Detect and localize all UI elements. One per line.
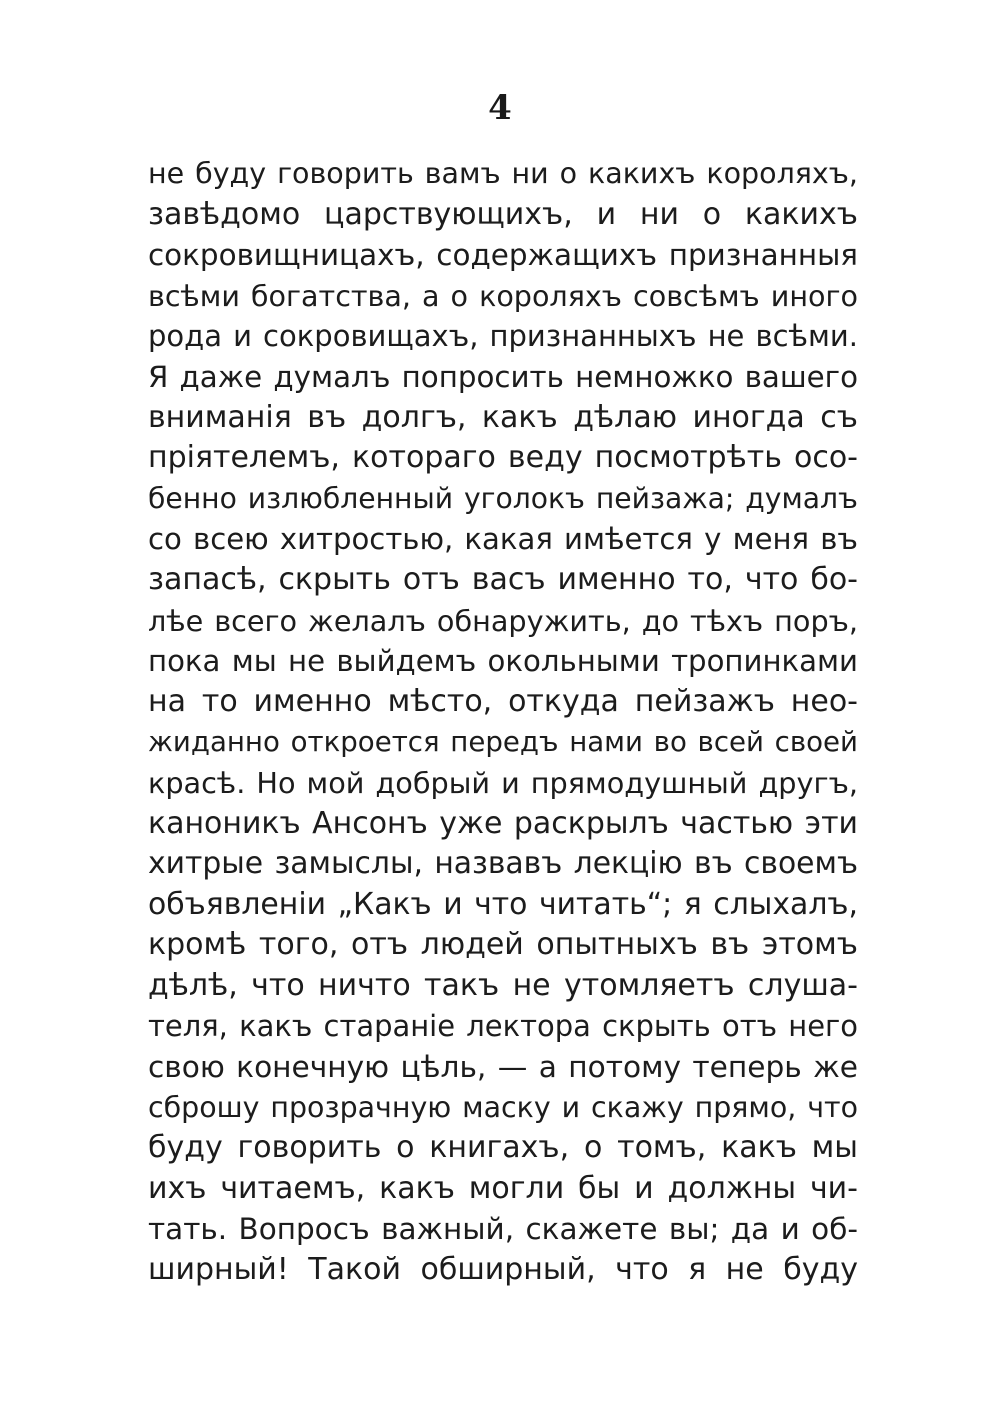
text-line: Я даже думалъ попросить немножко вашего [148,359,858,394]
body-text [148,154,858,1291]
text-line: со всею хитростью, какая имѣется у меня въ [148,522,858,557]
text-line: красѣ. Но мой добрый и прямодушный другъ, [148,765,858,800]
text-line: кромѣ того, отъ людей опытныхъ въ этомъ [148,927,858,963]
text-line: хитрые замыслы, назвавъ лекцію въ своемъ [148,846,858,882]
text-line: ихъ читаемъ, какъ могли бы и должны чи- [148,1170,858,1206]
text-line: всѣми богатства, а о короляхъ совсѣмъ иного [148,278,858,313]
text-line: сброшу прозрачную маску и скажу прямо, что [148,1090,858,1124]
text-line: ширный! Такой обширный, что я не буду [148,1252,858,1288]
text-line: не буду говорить вамъ ни о какихъ короляхъ, [148,157,858,190]
text-line: дѣлѣ, что ничто такъ не утомляетъ слуша- [148,967,858,1003]
text-line: на то именно мѣсто, откуда пейзажъ нео- [148,683,858,719]
text-line: пріятелемъ, котораго веду посмотрѣть осо- [148,440,858,476]
text-line: рода и сокровищахъ, признанныхъ не всѣми. [148,319,858,354]
text-line: запасѣ, скрыть отъ васъ именно то, что бо- [148,561,858,597]
text-line: свою конечную цѣль, — а потому теперь же [148,1050,858,1085]
page-number: 4 [488,88,512,128]
text-line: тать. Вопросъ важный, скажете вы; да и об- [148,1212,858,1247]
text-line: жиданно откроется передъ нами во всей своей [148,725,858,759]
text-line: бенно излюбленный уголокъ пейзажа; думалъ [148,481,858,515]
text-line: завѣдомо царствующихъ, и ни о какихъ [148,196,858,232]
text-line: каноникъ Ансонъ уже раскрылъ частью эти [148,805,858,841]
text-line: лѣе всего желалъ обнаружить, до тѣхъ поръ, [148,603,858,638]
text-line: вниманія въ долгъ, какъ дѣлаю иногда съ [148,399,858,435]
text-line: пока мы не выйдемъ окольными тропинками [148,644,858,679]
text-line: объявленіи „Какъ и что читать“; я слыхалъ, [148,886,858,922]
text-line: сокровищницахъ, содержащихъ признанныя [148,238,858,273]
text-line: теля, какъ стараніе лектора скрыть отъ него [148,1009,858,1044]
text-line: буду говорить о книгахъ, о томъ, какъ мы [148,1130,858,1166]
